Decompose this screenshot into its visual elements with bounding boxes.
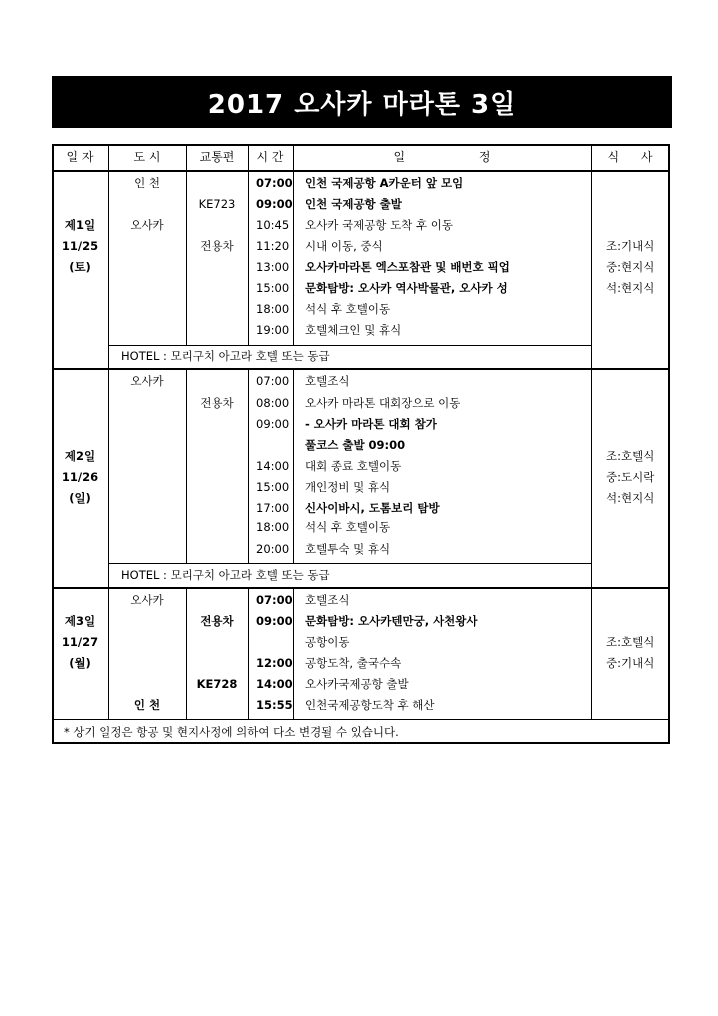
day3-meal-2: 중:기내식 xyxy=(606,656,655,670)
day2-time-7: 17:00 xyxy=(256,501,290,515)
day1-meal-1: 조:기내식 xyxy=(606,239,655,253)
footnote: * 상기 일정은 항공 및 현지사정에 의하여 다소 변경될 수 있습니다. xyxy=(64,725,399,739)
day1-city-1: 인 천 xyxy=(134,176,160,190)
day1-item-3: 오사카 국제공항 도착 후 이동 xyxy=(305,218,453,232)
day2-hotel-divider xyxy=(108,563,591,564)
col-divider-schedule xyxy=(591,144,592,719)
day3-date: 11/27 xyxy=(61,635,99,649)
day3-time-4: 12:00 xyxy=(256,656,293,670)
day2-meal-1: 조:호텔식 xyxy=(606,449,655,463)
day1-time-2: 09:00 xyxy=(256,197,293,211)
day2-item-8: 석식 후 호텔이동 xyxy=(305,520,391,534)
day2-hotel: HOTEL : 모리구치 아고라 호텔 또는 동급 xyxy=(121,568,330,582)
day2-divider xyxy=(52,587,670,589)
day2-weekday: (일) xyxy=(69,491,91,505)
header-city: 도 시 xyxy=(133,150,161,164)
day2-time-9: 20:00 xyxy=(256,542,290,556)
day3-transport-1: 전용차 xyxy=(200,614,234,628)
day2-date: 11/26 xyxy=(61,470,99,484)
col-divider-time xyxy=(293,144,294,345)
day3-city-1: 오사카 xyxy=(130,593,164,607)
day3-item-5: 오사카국제공항 출발 xyxy=(305,677,409,691)
day2-time-8: 18:00 xyxy=(256,520,290,534)
day1-item-4: 시내 이동, 중식 xyxy=(305,239,383,253)
day2-item-9: 호텔투숙 및 휴식 xyxy=(305,542,391,556)
day1-label: 제1일 xyxy=(64,218,96,232)
day2-time-1: 07:00 xyxy=(256,374,290,388)
col-divider-city xyxy=(186,144,187,345)
day1-item-5: 오사카마라톤 엑스포참관 및 배번호 픽업 xyxy=(305,260,510,274)
day2-meal-2: 중:도시락 xyxy=(606,470,655,484)
day3-city-2: 인 천 xyxy=(133,698,161,712)
day3-time-2: 09:00 xyxy=(256,614,293,628)
day3-time-5: 14:00 xyxy=(256,677,293,691)
day1-meal-3: 석:현지식 xyxy=(606,281,655,295)
day1-time-7: 18:00 xyxy=(256,302,290,316)
day3-item-1: 호텔조식 xyxy=(305,593,350,607)
day2-time-2: 08:00 xyxy=(256,396,290,410)
day1-meal-2: 중:현지식 xyxy=(606,260,655,274)
day1-time-3: 10:45 xyxy=(256,218,290,232)
day1-time-8: 19:00 xyxy=(256,323,290,337)
header-date: 일 자 xyxy=(66,150,94,164)
header-schedule: 일 정 xyxy=(393,150,491,164)
day2-item-7: 신사이바시, 도톰보리 탐방 xyxy=(305,501,440,515)
day2-item-4: 풀코스 출발 09:00 xyxy=(305,438,406,452)
page-title: 2017 오사카 마라톤 3일 xyxy=(52,76,672,128)
day2-item-5: 대회 종료 호텔이동 xyxy=(305,459,402,473)
day3-time-6: 15:55 xyxy=(256,698,293,712)
header-transport: 교통편 xyxy=(199,150,235,164)
day1-time-1: 07:00 xyxy=(256,176,293,190)
day1-hotel: HOTEL : 모리구치 아고라 호텔 또는 동급 xyxy=(121,349,330,363)
day2-time-3: 09:00 xyxy=(256,417,290,431)
header-meals: 식 사 xyxy=(607,150,653,164)
day1-item-8: 호텔체크인 및 휴식 xyxy=(305,323,402,337)
day2-time-6: 15:00 xyxy=(256,480,290,494)
day3-weekday: (월) xyxy=(69,656,91,670)
day1-time-6: 15:00 xyxy=(256,281,290,295)
col-divider-date xyxy=(108,144,109,719)
day1-weekday: (토) xyxy=(69,260,91,274)
day1-time-5: 13:00 xyxy=(256,260,290,274)
day2-meal-3: 석:현지식 xyxy=(606,491,655,505)
day2-city-1: 오사카 xyxy=(130,374,164,388)
day1-transport-2: 전용차 xyxy=(200,239,234,253)
day1-time-4: 11:20 xyxy=(256,239,290,253)
col-divider-transport xyxy=(248,144,249,345)
day1-item-7: 석식 후 호텔이동 xyxy=(305,302,391,316)
header-divider xyxy=(52,170,670,172)
day2-transport-1: 전용차 xyxy=(200,396,234,410)
day3-label: 제3일 xyxy=(64,614,96,628)
day1-item-1: 인천 국제공항 A카운터 앞 모임 xyxy=(305,176,464,190)
day1-item-2: 인천 국제공항 출발 xyxy=(305,197,402,211)
day3-transport-2: KE728 xyxy=(196,677,238,691)
day3-item-3: 공항이동 xyxy=(305,635,350,649)
day1-transport-1: KE723 xyxy=(198,197,236,211)
day2-item-2: 오사카 마라톤 대회장으로 이동 xyxy=(305,396,461,410)
day1-date: 11/25 xyxy=(61,239,99,253)
day3-time-1: 07:00 xyxy=(256,593,293,607)
day3-item-4: 공항도착, 출국수속 xyxy=(305,656,402,670)
day2-label: 제2일 xyxy=(64,449,96,463)
day3-item-2: 문화탐방: 오사카텐만궁, 사천왕사 xyxy=(305,614,478,628)
day3-meal-1: 조:호텔식 xyxy=(606,635,655,649)
day2-time-5: 14:00 xyxy=(256,459,290,473)
footnote-divider xyxy=(52,719,670,720)
day1-divider xyxy=(52,368,670,370)
day3-item-6: 인천국제공항도착 후 해산 xyxy=(305,698,435,712)
day2-item-3: - 오사카 마라톤 대회 참가 xyxy=(305,417,437,431)
day1-city-2: 오사카 xyxy=(130,218,164,232)
header-time: 시 간 xyxy=(256,150,284,164)
day2-item-1: 호텔조식 xyxy=(305,374,350,388)
day1-item-6: 문화탐방: 오사카 역사박물관, 오사카 성 xyxy=(305,281,508,295)
day1-hotel-divider xyxy=(108,345,591,346)
day2-item-6: 개인정비 및 휴식 xyxy=(305,480,391,494)
